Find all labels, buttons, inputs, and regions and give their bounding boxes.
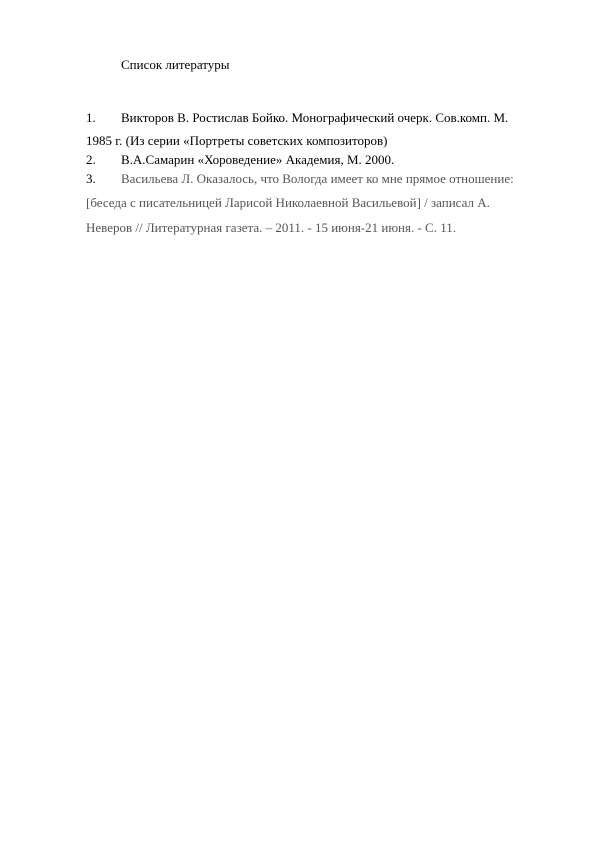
reference-3-line-1: Васильева Л. Оказалось, что Вологда имеет ко мне прямое отношение: bbox=[121, 171, 514, 186]
page-title: Список литературы bbox=[121, 57, 230, 72]
reference-1-line-2: 1985 г. (Из серии «Портреты советских композиторов) bbox=[86, 133, 388, 148]
reference-2-line-1: В.А.Самарин «Хороведение» Академия, М. 2000. bbox=[121, 152, 395, 167]
reference-3-line-3: Неверов // Литературная газета. – 2011. - 15 июня-21 июня. - С. 11. bbox=[86, 220, 456, 235]
reference-1-line-1: Викторов В. Ростислав Бойко. Монографический очерк. Сов.комп. М. bbox=[121, 110, 509, 125]
reference-number-1: 1. bbox=[86, 110, 96, 125]
reference-number-2: 2. bbox=[86, 152, 96, 167]
reference-3-line-2: [беседа с писательницей Ларисой Николаевной Васильевой] / записал А. bbox=[86, 195, 490, 210]
reference-number-3: 3. bbox=[86, 171, 96, 186]
